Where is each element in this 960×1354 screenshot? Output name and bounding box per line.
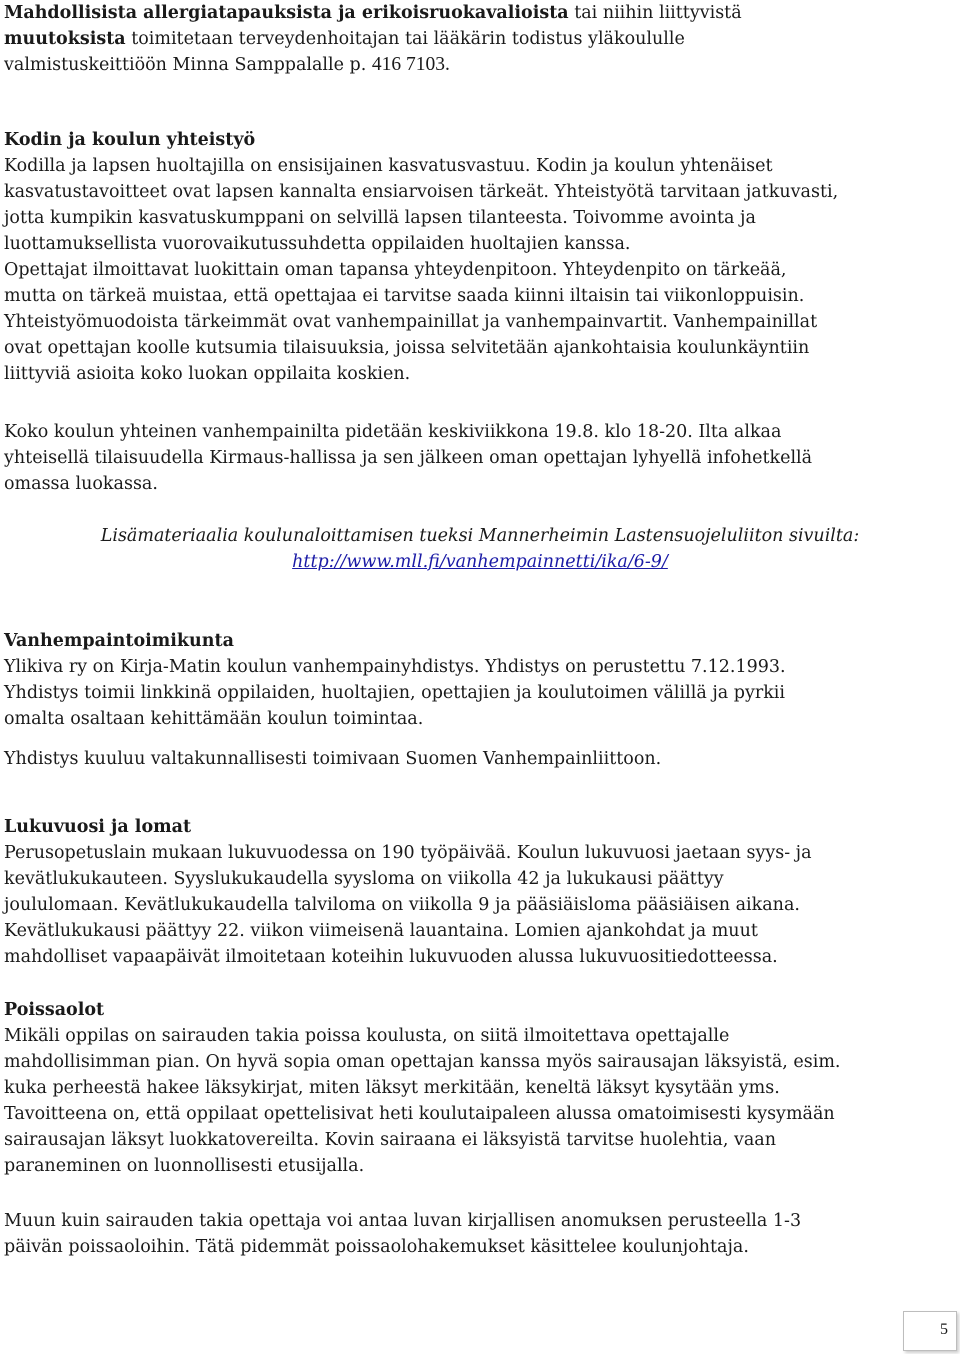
additional-material [0, 523, 960, 575]
text-line: luottamuksellista vuorovaikutussuhdetta oppilaiden huoltajien kanssa. [4, 234, 631, 254]
section-title: Kodin ja koulun yhteistyö [4, 130, 256, 150]
text-line: Perusopetuslain mukaan lukuvuodessa on 190 työpäivää. Koulun lukuvuosi jaetaan syys- ja [4, 843, 812, 863]
parents-committee-section [4, 628, 786, 732]
text-line: Opettajat ilmoittavat luokittain oman tapansa yhteydenpitoon. Yhteydenpito on tärkeää, [4, 260, 787, 280]
text-line: kevätlukukauteen. Syyslukukaudella syysloma on viikolla 42 ja lukukausi päättyy [4, 869, 724, 889]
text-line: joululomaan. Kevätlukukaudella talviloma on viikolla 9 ja pääsiäisloma pääsiäisen aikana. [4, 895, 800, 915]
section-title: Vanhempaintoimikunta [4, 631, 234, 651]
text-line: mutta on tärkeä muistaa, että opettajaa ei tarvitse saada kiinni iltaisin tai viikonloppuisin. [4, 286, 805, 306]
text-line: paraneminen on luonnollisesti etusijalla. [4, 1156, 365, 1176]
text-line: päivän poissaoloihin. Tätä pidemmät poissaolohakemukset käsittelee koulunjohtaja. [4, 1237, 749, 1257]
text-line: omassa luokassa. [4, 474, 158, 494]
page-number-box [903, 1311, 957, 1351]
text-line: Kevätlukukausi päättyy 22. viikon viimeisenä lauantaina. Lomien ajankohdat ja muut [4, 921, 758, 941]
text-line: Yhdistys kuuluu valtakunnallisesti toimivaan Suomen Vanhempainliittoon. [4, 749, 662, 769]
text-line: Tavoitteena on, että oppilaat opettelisivat heti koulutaipaleen alussa omatoimisesti kysymään [4, 1104, 835, 1124]
allergy-paragraph [4, 0, 742, 78]
text-line: jotta kumpikin kasvatuskumppani on selvillä lapsen tilanteesta. Toivomme avointa ja [4, 208, 756, 228]
cooperation-section [4, 127, 838, 387]
text-line: sairausajan läksyt luokkatovereilta. Kovin sairaana ei läksyistä tarvitse huolehtia, vaan [4, 1130, 776, 1150]
material-link-line [0, 549, 960, 575]
other-absences-paragraph [4, 1208, 801, 1260]
text-line: Mikäli oppilas on sairauden takia poissa koulusta, on siitä ilmoitettava opettajalle [4, 1026, 730, 1046]
parents-evening-paragraph [4, 419, 812, 497]
text-line: Ylikiva ry on Kirja-Matin koulun vanhempainyhdistys. Yhdistys on perustettu 7.12.1993. [4, 657, 786, 677]
text-line: Yhdistys toimii linkkinä oppilaiden, huoltajien, opettajien ja koulutoimen välillä ja pyrkii [4, 683, 785, 703]
school-year-section [4, 814, 812, 970]
text-line: ovat opettajan koolle kutsumia tilaisuuksia, joissa selvitetään ajankohtaisia koulunkäyntiin [4, 338, 810, 358]
text-line: Koko koulun yhteinen vanhempainilta pidetään keskiviikkona 19.8. klo 18-20. Ilta alkaa [4, 422, 782, 442]
page-number: 5 [940, 1321, 948, 1338]
text-line: mahdollisimman pian. On hyvä sopia oman opettajan kanssa myös sairausajan läksyistä, esim. [4, 1052, 841, 1072]
text-line: Mahdollisista allergiatapauksista ja erikoisruokavalioista tai niihin liittyvistä [4, 3, 742, 23]
section-title: Poissaolot [4, 1000, 105, 1020]
text-line: mahdolliset vapaapäivät ilmoitetaan koteihin lukuvuoden alussa lukuvuositiedotteessa. [4, 947, 778, 967]
text-line: muutoksista toimitetaan terveydenhoitajan tai lääkärin todistus yläkoululle [4, 29, 685, 49]
section-title: Lukuvuosi ja lomat [4, 817, 192, 837]
text-line: kuka perheestä hakee läksykirjat, miten läksyt merkitään, keneltä läksyt kysytään yms. [4, 1078, 780, 1098]
text-line: Yhteistyömuodoista tärkeimmät ovat vanhempainillat ja vanhempainvartit. Vanhempainillat [4, 312, 818, 332]
association-membership [4, 746, 661, 772]
text-line: liittyviä asioita koko luokan oppilaita koskien. [4, 364, 411, 384]
text-line: kasvatustavoitteet ovat lapsen kannalta ensiarvoisen tärkeät. Yhteistyötä tarvitaan jatkuvasti, [4, 182, 839, 202]
material-text: Lisämateriaalia koulunaloittamisen tueksi Mannerheimin Lastensuojeluliiton sivuilta: [100, 526, 860, 546]
text-line: yhteisellä tilaisuudella Kirmaus-hallissa ja sen jälkeen oman opettajan lyhyellä infohetkellä [4, 448, 813, 468]
text-line: Muun kuin sairauden takia opettaja voi antaa luvan kirjallisen anomuksen perusteella 1-3 [4, 1211, 802, 1231]
mll-link[interactable]: http://www.mll.fi/vanhempainnetti/ika/6-9/ [292, 552, 668, 572]
text-line: omalta osaltaan kehittämään koulun toimintaa. [4, 709, 424, 729]
text-line: Kodilla ja lapsen huoltajilla on ensisijainen kasvatusvastuu. Kodin ja koulun yhtenäiset [4, 156, 773, 176]
text-line: valmistuskeittiöön Minna Samppalalle p. 416 7103. [4, 54, 450, 75]
absences-section [4, 997, 840, 1179]
